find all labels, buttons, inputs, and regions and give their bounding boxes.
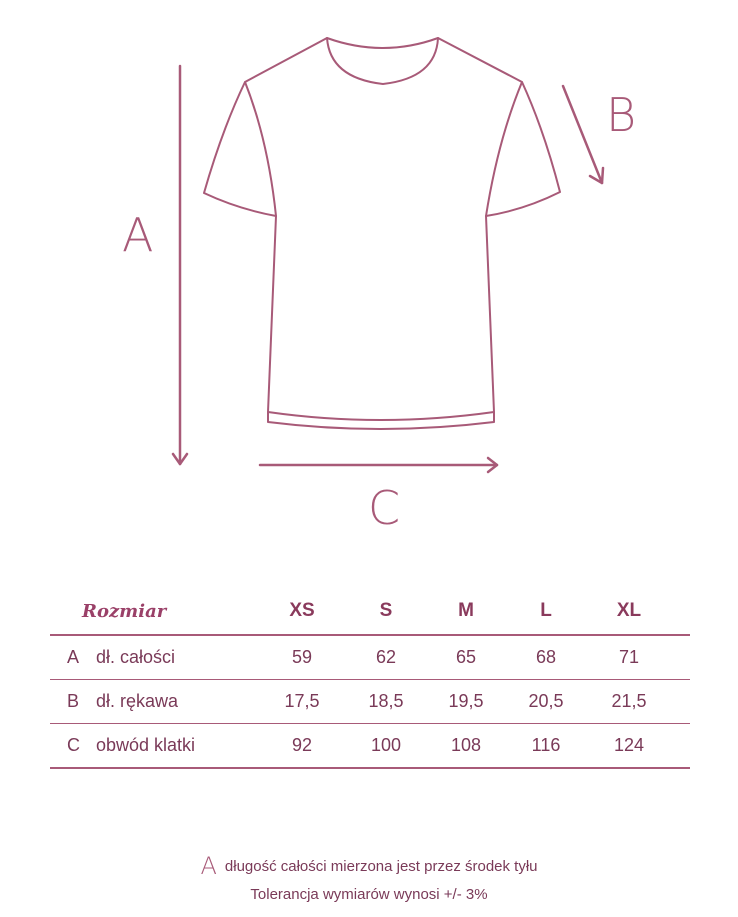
footnote-letter: A [200,852,217,880]
table-row-chest [50,724,690,769]
size-xs: XS [289,600,315,621]
value-xl: 71 [618,647,640,667]
value-s: 62 [375,647,397,667]
value-xs: 59 [291,647,313,667]
size-table-header [50,588,690,636]
dimension-label-b: B [606,88,637,142]
tshirt-outline [204,38,560,420]
row-label: obwód klatki [96,735,196,755]
value-xs: 17,5 [284,691,320,711]
row-label: dł. rękawa [96,691,179,711]
footnote-measurement-text: długość całości mierzona jest przez środek tyłu [224,858,538,875]
value-m: 19,5 [448,691,484,711]
value-l: 20,5 [528,691,564,711]
value-s: 100 [370,735,402,755]
row-code: B [67,691,80,711]
row-code: A [67,647,80,667]
size-s: S [379,600,393,621]
dimension-label-c: C [368,481,401,535]
value-s: 18,5 [368,691,404,711]
size-xl: XL [616,600,642,621]
size-m: M [458,600,474,621]
right-sleeve-seam [486,82,522,216]
value-xl: 124 [613,735,645,755]
value-m: 108 [450,735,482,755]
value-l: 68 [535,647,557,667]
value-xs: 92 [291,735,313,755]
value-m: 65 [455,647,477,667]
footnote-measurement [0,852,738,880]
footnote-tolerance: Tolerancja wymiarów wynosi +/- 3% [250,886,488,903]
row-code: C [67,735,80,755]
size-column-title: Rozmiar [82,600,167,622]
tshirt-collar [327,38,438,84]
dimension-label-a: A [122,208,154,262]
value-xl: 21,5 [611,691,647,711]
size-l: L [540,600,552,621]
left-sleeve-seam [245,82,276,216]
row-label: dł. całości [96,647,176,667]
size-table [50,588,690,769]
table-row-sleeve [50,680,690,724]
arrow-b-line [563,86,602,183]
value-l: 116 [531,735,561,755]
table-row-length [50,636,690,680]
